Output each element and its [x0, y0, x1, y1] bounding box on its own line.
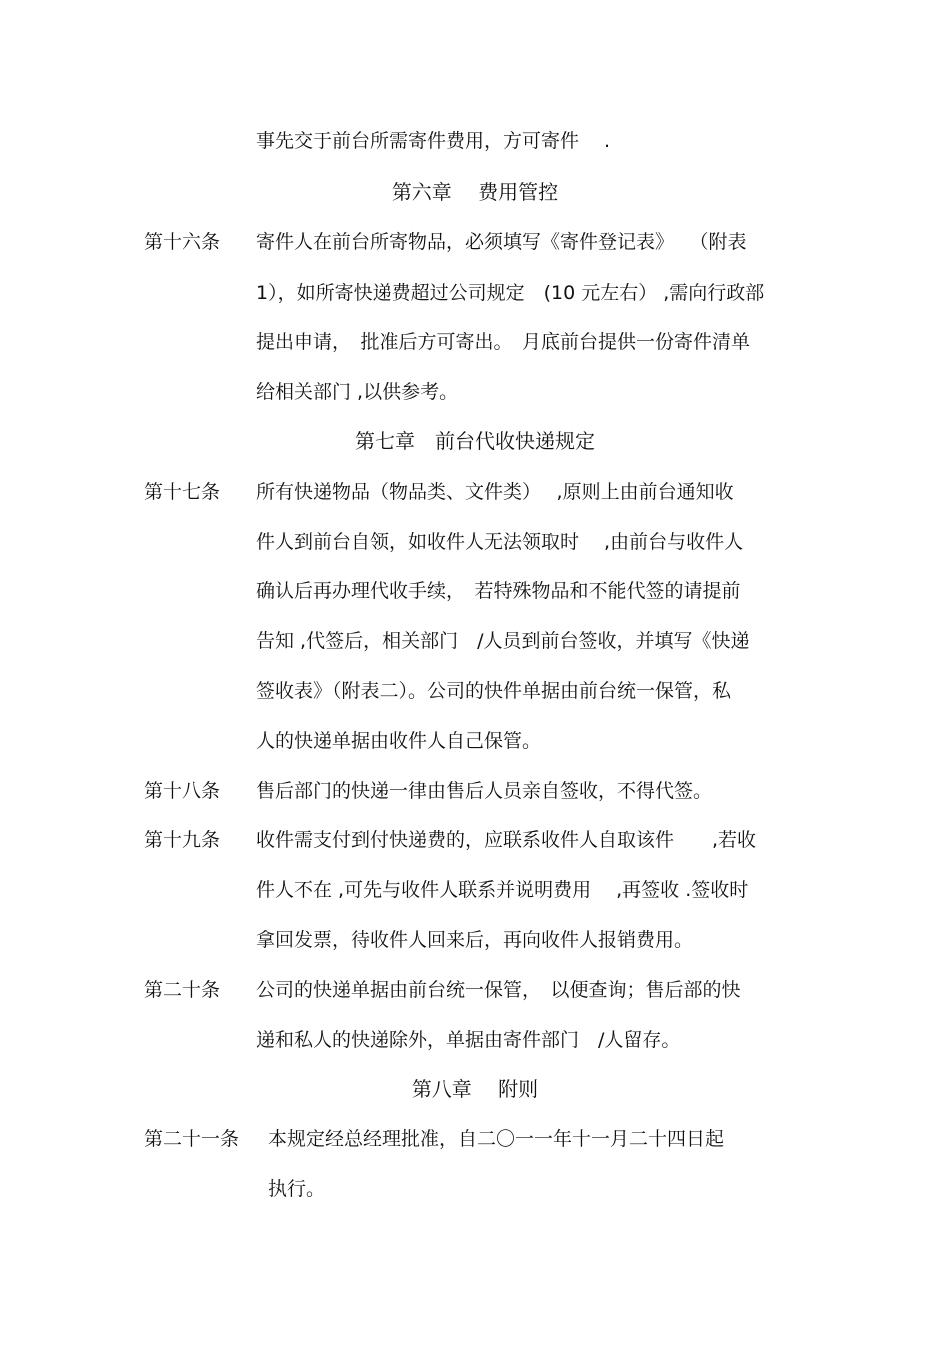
article-17-line: 所有快递物品（物品类、文件类） ,原则上由前台通知收 — [256, 481, 734, 503]
article-21-line: 执行。 — [268, 1178, 326, 1200]
article-label-21: 第二十一条 — [144, 1128, 240, 1150]
lead-line: 事先交于前台所需寄件费用，方可寄件 . — [256, 130, 611, 152]
article-label-18: 第十八条 — [144, 780, 221, 802]
article-20-line: 公司的快递单据由前台统一保管， 以便查询；售后部的快 — [256, 979, 741, 1001]
article-21-line: 本规定经总经理批准，自二〇一一年十一月二十四日起 — [268, 1128, 725, 1150]
article-16-line: 给相关部门 ,以供参考。 — [256, 381, 459, 403]
article-17-line: 人的快递单据由收件人自己保管。 — [256, 730, 542, 752]
article-19-line: 件人不在 ,可先与收件人联系并说明费用 ,再签收 .签收时 — [256, 879, 749, 901]
article-label-16: 第十六条 — [144, 231, 221, 253]
article-17-line: 签收表》（附表二）。公司的快件单据由前台统一保管，私 — [256, 680, 732, 702]
article-label-17: 第十七条 — [144, 481, 221, 503]
article-label-19: 第十九条 — [144, 829, 221, 851]
article-20-line: 递和私人的快递除外，单据由寄件部门 /人留存。 — [256, 1029, 681, 1051]
article-17-line: 确认后再办理代收手续， 若特殊物品和不能代签的请提前 — [256, 580, 741, 602]
chapter-heading-eight: 第八章 附则 — [411, 1077, 539, 1101]
article-16-line: 提出申请， 批准后方可寄出。 月底前台提供一份寄件清单 — [256, 331, 751, 353]
article-17-line: 告知 ,代签后，相关部门 /人员到前台签收，并填写《快递 — [256, 630, 750, 652]
chapter-heading-six: 第六章 费用管控 — [391, 180, 559, 204]
chapter-heading-seven: 第七章 前台代收快递规定 — [355, 429, 595, 453]
article-19-line: 收件需支付到付快递费的，应联系收件人自取该件 ,若收 — [256, 829, 757, 851]
article-16-line: 1），如所寄快递费超过公司规定 (10 元左右） ,需向行政部 — [256, 282, 765, 304]
article-18-line: 售后部门的快递一律由售后人员亲自签收，不得代签。 — [256, 780, 713, 802]
article-16-line: 寄件人在前台所寄物品，必须填写《寄件登记表》 （附表 — [256, 231, 747, 253]
article-label-20: 第二十条 — [144, 979, 221, 1001]
article-17-line: 件人到前台自领，如收件人无法领取时 ,由前台与收件人 — [256, 531, 744, 553]
article-19-line: 拿回发票，待收件人回来后，再向收件人报销费用。 — [256, 929, 694, 951]
